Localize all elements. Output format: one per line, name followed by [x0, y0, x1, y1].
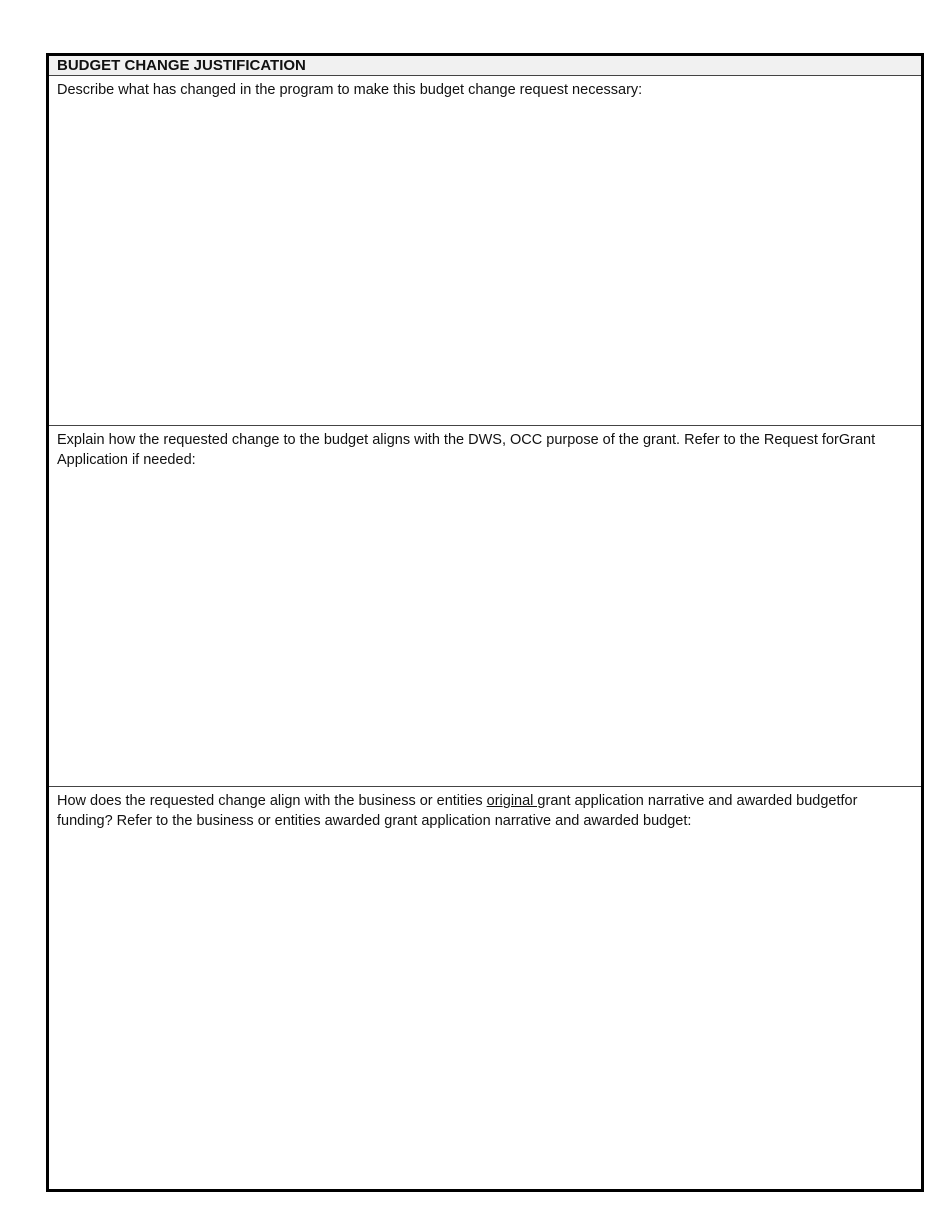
dws-occ-alignment-answer[interactable] [57, 474, 913, 761]
prompt-text-underlined: original g [486, 793, 546, 809]
section-original-application-alignment [49, 787, 921, 1189]
section-program-change [49, 76, 921, 426]
program-change-prompt: Describe what has changed in the program to make this budget change request necessary: [57, 82, 643, 98]
form-title: BUDGET CHANGE JUSTIFICATION [49, 56, 921, 76]
budget-change-justification-form [46, 53, 924, 1192]
original-application-alignment-prompt [57, 791, 913, 831]
dws-occ-alignment-prompt: Explain how the requested change to the budget aligns with the DWS, OCC purpose of the grant. Refer to the Request forGrant Application if needed: [57, 432, 876, 468]
original-application-alignment-answer[interactable] [57, 835, 913, 1163]
prompt-text-before: How does the requested change align with the business or entities [57, 793, 487, 809]
section-dws-occ-alignment [49, 426, 921, 787]
prompt-text-after: rant application narrative and awarded budgetfor funding? Refer to the business or entities awarded grant application narrative and awarded budget: [57, 793, 858, 829]
program-change-answer[interactable] [57, 104, 913, 400]
